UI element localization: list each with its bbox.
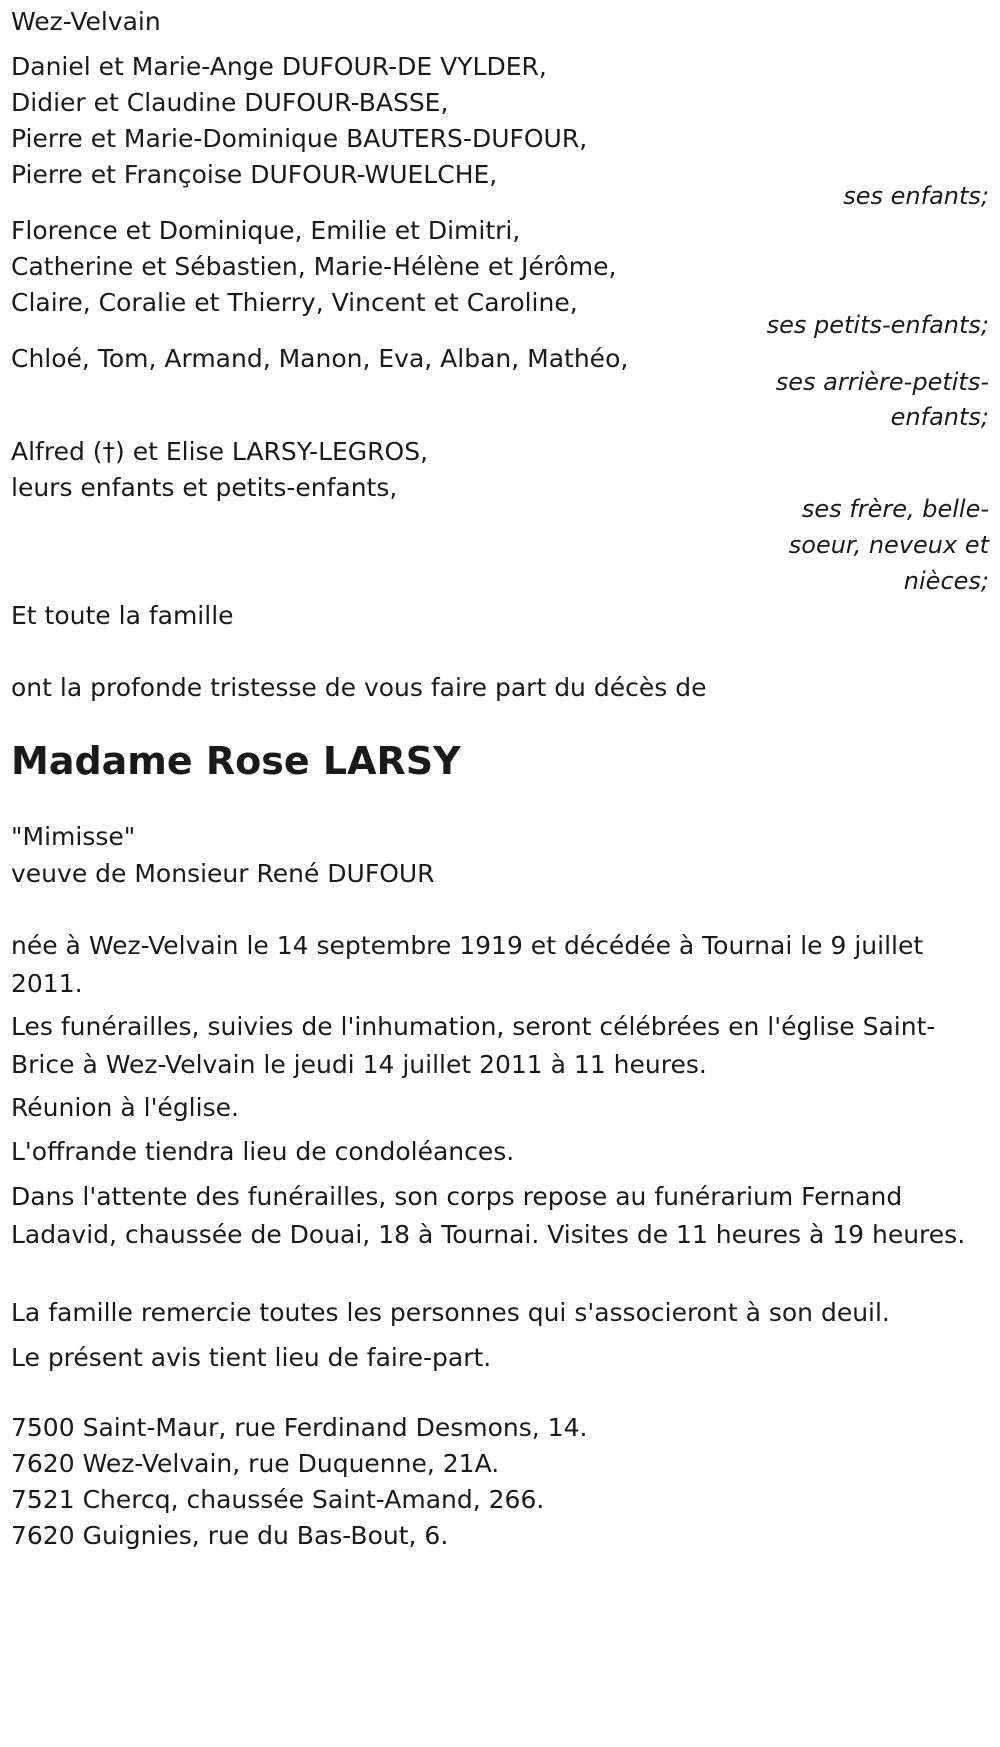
children-label: ses enfants; bbox=[843, 182, 989, 210]
address-line: 7521 Chercq, chaussée Saint-Amand, 266. bbox=[11, 1485, 545, 1514]
siblings-label-line: soeur, neveux et bbox=[788, 531, 989, 559]
birth-death-paragraph: née à Wez-Velvain le 14 septembre 1919 et décédée à Tournai le 9 juillet 2011. bbox=[11, 931, 924, 998]
location-heading: Wez-Velvain bbox=[11, 7, 161, 36]
siblings-line: leurs enfants et petits-enfants, bbox=[11, 473, 398, 502]
great-grandchildren-label-line: ses arrière-petits- bbox=[775, 368, 989, 396]
notice-paragraph: Le présent avis tient lieu de faire-part. bbox=[11, 1343, 492, 1372]
children-line: Daniel et Marie-Ange DUFOUR-DE VYLDER, bbox=[11, 52, 547, 81]
funerarium-paragraph: Dans l'attente des funérailles, son corps repose au funérarium Fernand Ladavid, chaussée de Douai, 18 à Tournai. Visites de 11 heures à 19 heures. bbox=[11, 1182, 966, 1249]
grandchildren-line: Florence et Dominique, Emilie et Dimitri, bbox=[11, 216, 521, 245]
grandchildren-line: Claire, Coralie et Thierry, Vincent et Caroline, bbox=[11, 288, 578, 317]
family-line: Et toute la famille bbox=[11, 601, 234, 630]
nickname: "Mimisse" bbox=[11, 822, 136, 851]
gathering-paragraph: Réunion à l'église. bbox=[11, 1093, 239, 1122]
great-grandchildren-label-line: enfants; bbox=[890, 403, 989, 431]
children-line: Pierre et Marie-Dominique BAUTERS-DUFOUR, bbox=[11, 124, 588, 153]
grandchildren-line: Catherine et Sébastien, Marie-Hélène et Jérôme, bbox=[11, 252, 617, 281]
address-line: 7620 Wez-Velvain, rue Duquenne, 21A. bbox=[11, 1449, 500, 1478]
thanks-paragraph: La famille remercie toutes les personnes qui s'associeront à son deuil. bbox=[11, 1298, 890, 1327]
children-line: Pierre et Françoise DUFOUR-WUELCHE, bbox=[11, 160, 498, 189]
great-grandchildren-line: Chloé, Tom, Armand, Manon, Eva, Alban, Mathéo, bbox=[11, 344, 629, 373]
deceased-name: Madame Rose LARSY bbox=[11, 739, 461, 783]
address-line: 7500 Saint-Maur, rue Ferdinand Desmons, 14. bbox=[11, 1413, 588, 1442]
announcement-text: ont la profonde tristesse de vous faire part du décès de bbox=[11, 673, 707, 702]
siblings-label-line: nièces; bbox=[903, 567, 989, 595]
funeral-paragraph: Les funérailles, suivies de l'inhumation, seront célébrées en l'église Saint-Brice à Wez-Velvain le jeudi 14 juillet 2011 à 11 heures. bbox=[11, 1012, 936, 1079]
siblings-label-line: ses frère, belle- bbox=[801, 495, 989, 523]
offering-paragraph: L'offrande tiendra lieu de condoléances. bbox=[11, 1137, 515, 1166]
grandchildren-label: ses petits-enfants; bbox=[766, 311, 989, 339]
siblings-line: Alfred (†) et Elise LARSY-LEGROS, bbox=[11, 437, 429, 466]
children-line: Didier et Claudine DUFOUR-BASSE, bbox=[11, 88, 449, 117]
widow-of: veuve de Monsieur René DUFOUR bbox=[11, 859, 435, 888]
address-line: 7620 Guignies, rue du Bas-Bout, 6. bbox=[11, 1521, 449, 1550]
